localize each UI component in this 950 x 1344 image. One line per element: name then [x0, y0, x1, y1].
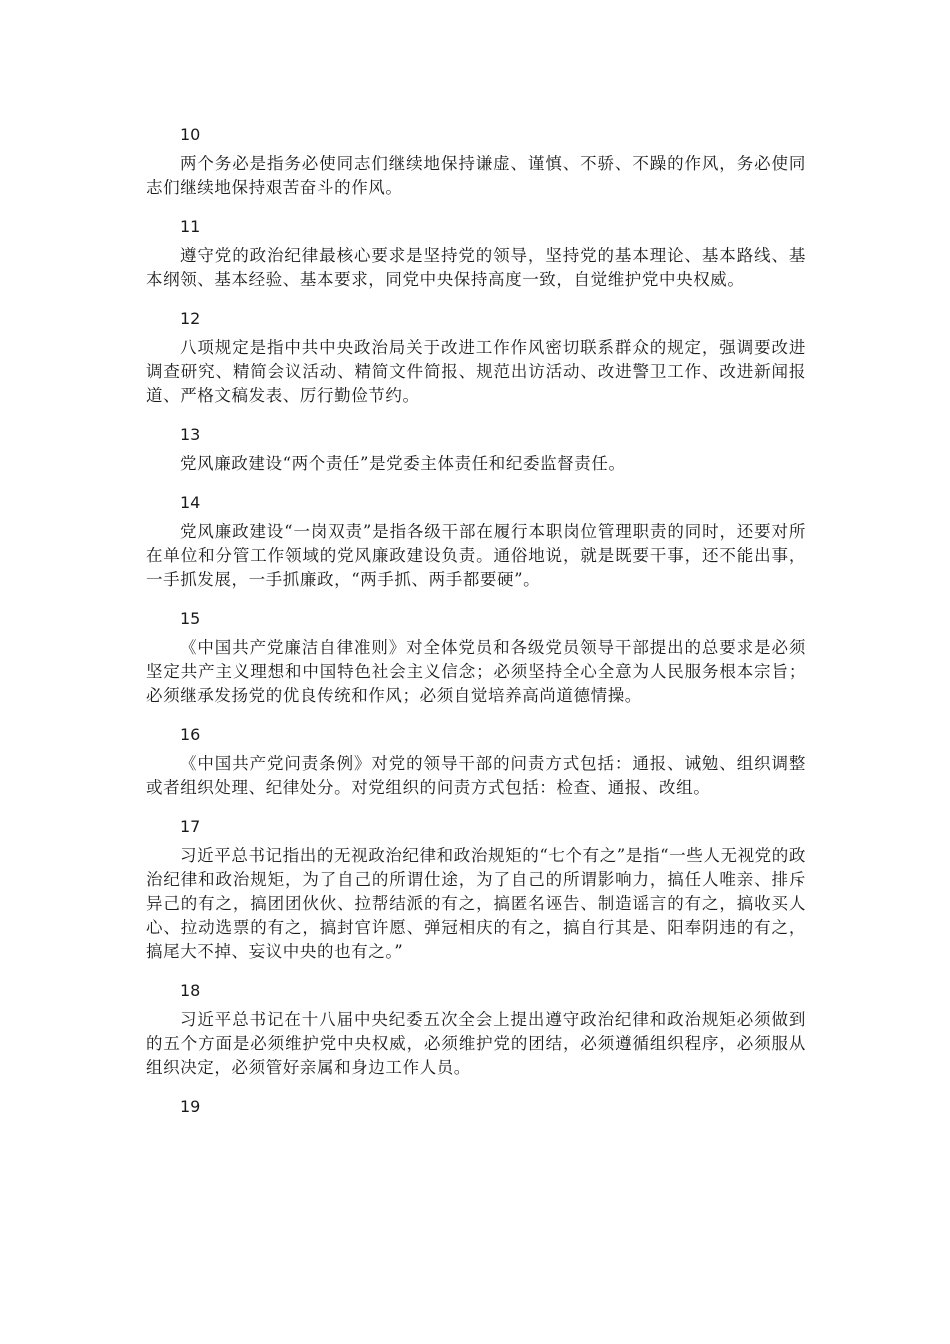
- entry-number: 16: [180, 725, 201, 744]
- entry-17: [146, 810, 806, 964]
- entry-14: [146, 486, 806, 592]
- entry-number: 15: [180, 609, 201, 628]
- document-page: [146, 118, 806, 1124]
- entry-number: 17: [180, 817, 201, 836]
- entry-text: 《中国共产党问责条例》对党的领导干部的问责方式包括：通报、诫勉、组织调整或者组织处理、纪律处分。对党组织的问责方式包括：检查、通报、改组。: [146, 754, 806, 797]
- entry-number: 19: [180, 1097, 201, 1116]
- entry-15: [146, 602, 806, 708]
- entry-number: 12: [180, 309, 201, 328]
- entry-number: 18: [180, 981, 201, 1000]
- entry-text: 八项规定是指中共中央政治局关于改进工作作风密切联系群众的规定，强调要改进调查研究、精简会议活动、精简文件简报、规范出访活动、改进警卫工作、改进新闻报道、严格文稿发表、厉行勤俭节约。: [146, 338, 806, 405]
- entry-number: 10: [180, 125, 201, 144]
- entry-number: 11: [180, 217, 201, 236]
- entry-text: 两个务必是指务必使同志们继续地保持谦虚、谨慎、不骄、不躁的作风，务必使同志们继续地保持艰苦奋斗的作风。: [146, 154, 806, 197]
- entry-12: [146, 302, 806, 408]
- entry-19: [146, 1090, 806, 1124]
- entry-text: 党风廉政建设“一岗双责”是指各级干部在履行本职岗位管理职责的同时，还要对所在单位和分管工作领域的党风廉政建设负责。通俗地说，就是既要干事，还不能出事，一手抓发展，一手抓廉政，“两手抓、两手都要硬”。: [146, 522, 806, 589]
- entry-text: 党风廉政建设“两个责任”是党委主体责任和纪委监督责任。: [180, 454, 626, 473]
- entry-number: 13: [180, 425, 201, 444]
- entry-text: 习近平总书记指出的无视政治纪律和政治规矩的“七个有之”是指“一些人无视党的政治纪律和政治规矩，为了自己的所谓仕途，为了自己的所谓影响力，搞任人唯亲、排斥异己的有之，搞团团伙伙、拉帮结派的有之，搞匿名诬告、制造谣言的有之，搞收买人心、拉动选票的有之，搞封官许愿、弹冠相庆的有之，搞自行其是、阳奉阴违的有之，搞尾大不掉、妄议中央的也有之。”: [146, 846, 806, 961]
- entry-text: 遵守党的政治纪律最核心要求是坚持党的领导，坚持党的基本理论、基本路线、基本纲领、基本经验、基本要求，同党中央保持高度一致，自觉维护党中央权威。: [146, 246, 806, 289]
- entry-18: [146, 974, 806, 1080]
- entry-text: 《中国共产党廉洁自律准则》对全体党员和各级党员领导干部提出的总要求是必须坚定共产主义理想和中国特色社会主义信念；必须坚持全心全意为人民服务根本宗旨；必须继承发扬党的优良传统和作风；必须自觉培养高尚道德情操。: [146, 638, 806, 705]
- entry-13: [146, 418, 806, 476]
- entry-text: 习近平总书记在十八届中央纪委五次全会上提出遵守政治纪律和政治规矩必须做到的五个方面是必须维护党中央权威，必须维护党的团结，必须遵循组织程序，必须服从组织决定，必须管好亲属和身边工作人员。: [146, 1010, 806, 1077]
- entry-11: [146, 210, 806, 292]
- entry-number: 14: [180, 493, 201, 512]
- entry-16: [146, 718, 806, 800]
- entry-10: [146, 118, 806, 200]
